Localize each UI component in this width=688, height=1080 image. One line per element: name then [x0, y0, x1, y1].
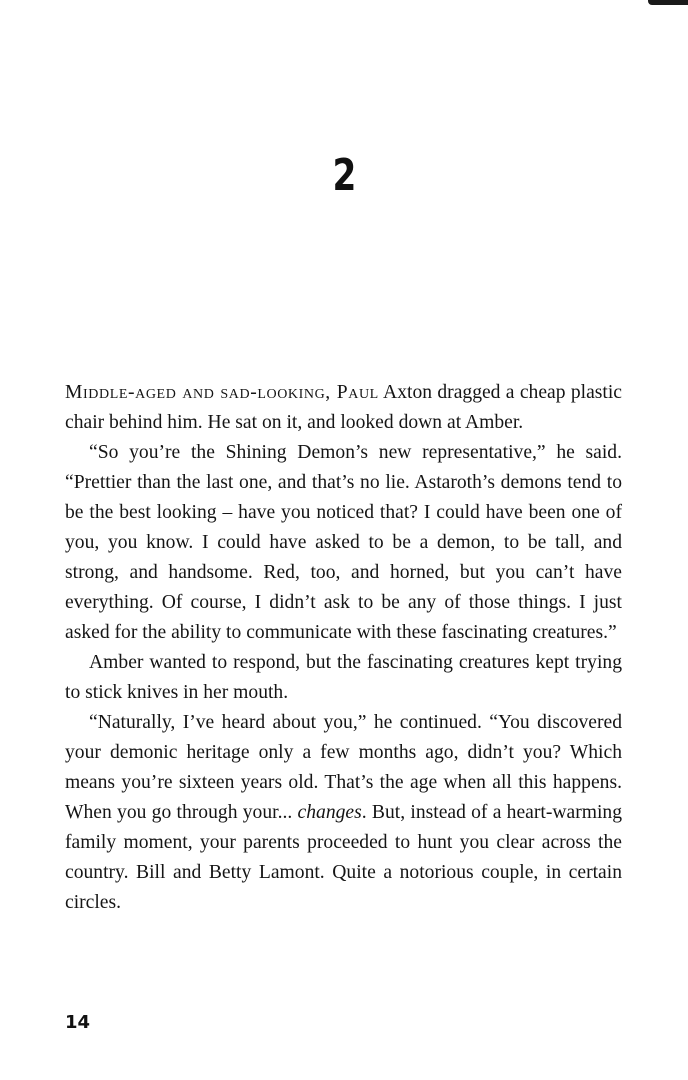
paragraph-4-text-before: “Naturally, I’ve heard about you,” he continued. “You discovered your demonic heritage only a few months ago, didn’t you? Which means you’re sixteen years old. That’s the age when all this happens. When you go through your...	[65, 712, 622, 823]
paragraph-1-text: Axton dragged a cheap plastic chair behind him. He sat on it, and looked down at Amber.	[65, 382, 622, 433]
paragraph-3: Amber wanted to respond, but the fascinating creatures kept trying to stick knives in her mouth.	[65, 652, 622, 703]
scan-edge-mark	[648, 0, 688, 5]
paragraph-2: “So you’re the Shining Demon’s new representative,” he said. “Prettier than the last one, and that’s no lie. Astaroth’s demons tend to be the best looking – have you noticed that? I could have been one of you, you know. I could have asked to be a demon, to be tall, and strong, and handsome. Red, too, and horned, but you can’t have everything. Of course, I didn’t ask to be any of those things. I just asked for the ability to communicate with these fascinating creatures.”	[65, 442, 622, 643]
emphasized-word: changes	[297, 802, 362, 823]
paragraph-1	[65, 378, 622, 438]
paragraph-4	[65, 708, 622, 918]
opening-small-caps: Middle-aged and sad-looking, Paul	[65, 382, 379, 403]
chapter-number: 2	[332, 150, 356, 201]
page-number: 14	[65, 1012, 91, 1033]
paragraph-4-text-after: . But, instead of a heart-warming family moment, your parents proceeded to hunt you clear across the country. Bill and Betty Lamont. Quite a notorious couple, in certain circles.	[65, 802, 623, 913]
chapter-body-text	[65, 378, 622, 918]
